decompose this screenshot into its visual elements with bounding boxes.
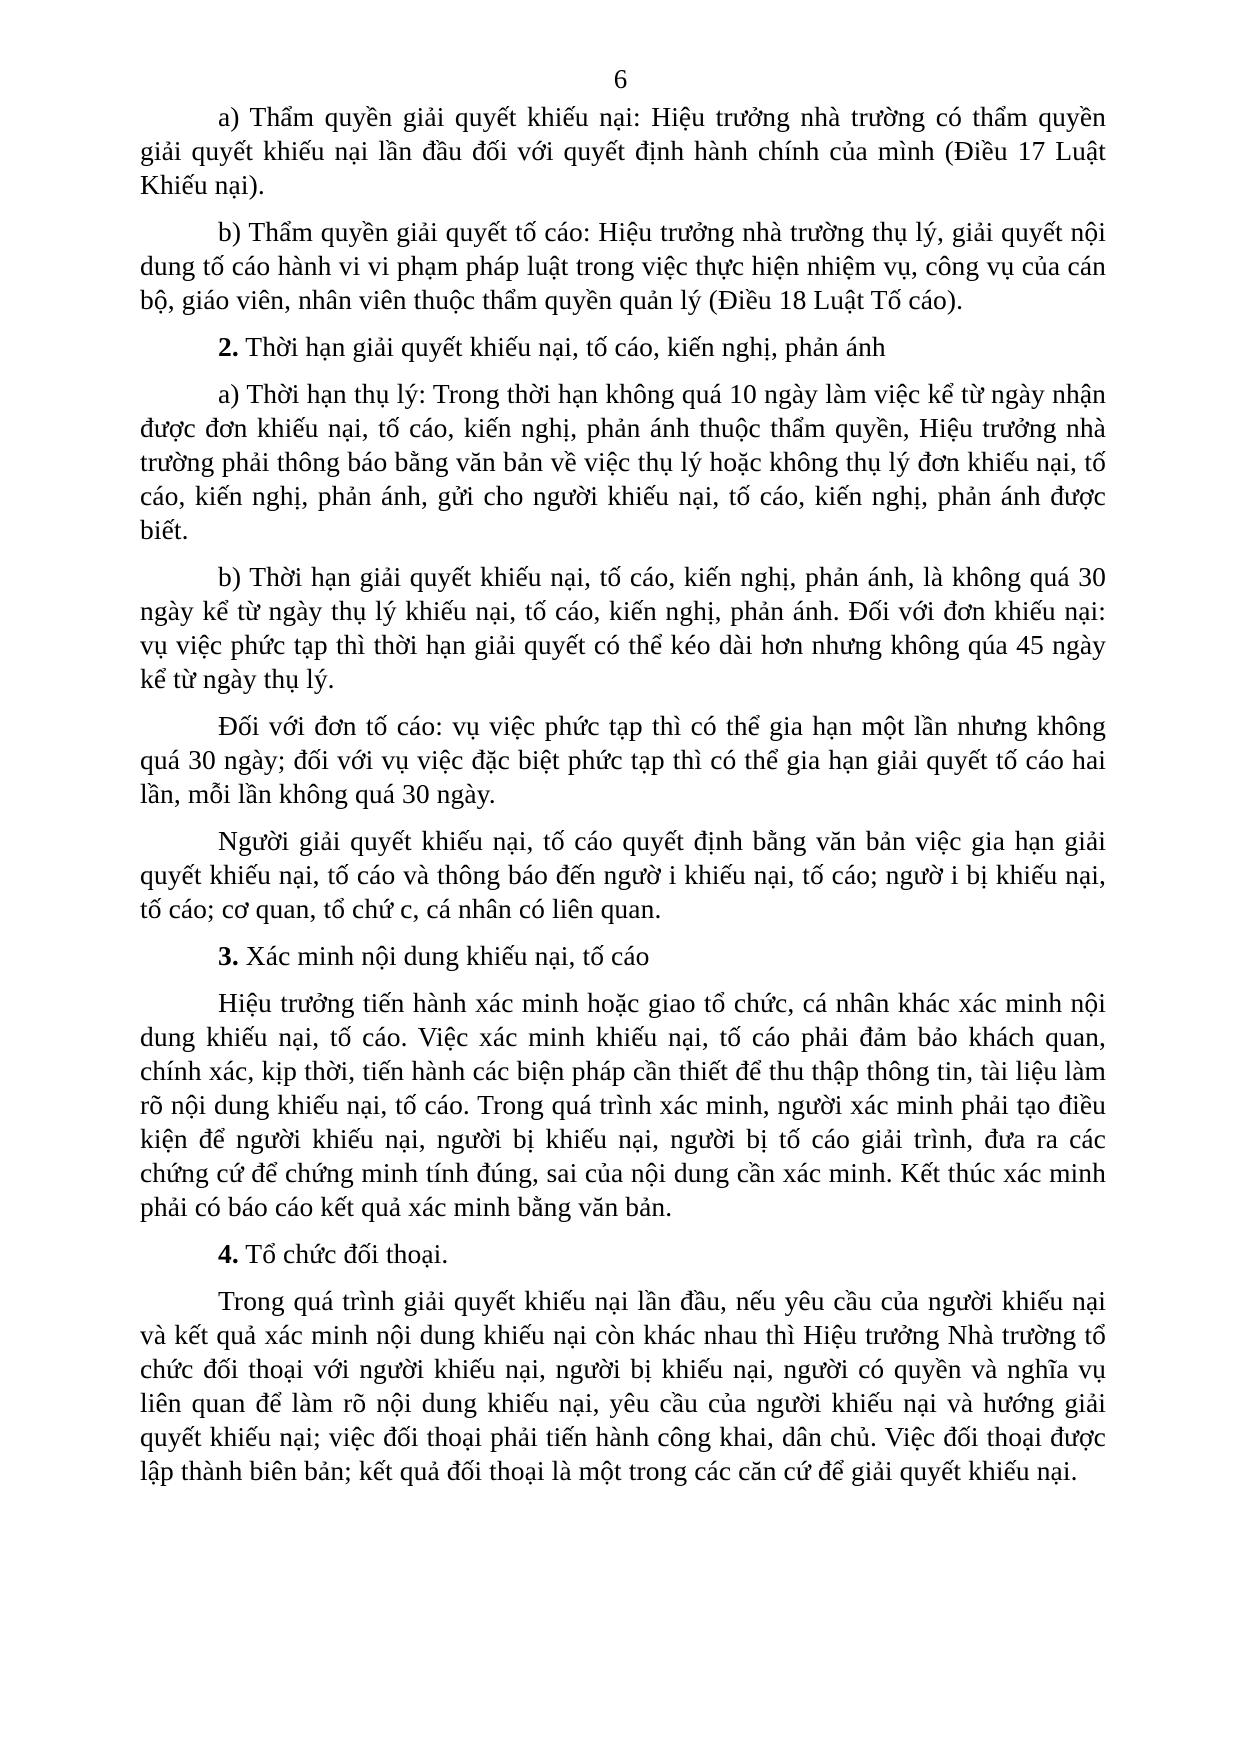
paragraph: Trong quá trình giải quyết khiếu nại lần đầu, nếu yêu cầu của người khiếu nại và kết quả xác minh nội dung khiếu nại còn khác nhau thì Hiệu trưởng Nhà trường tổ chức đối thoại với người khiếu nại, người bị khiếu nại, người có quyền và nghĩa vụ liên quan để làm rõ nội dung khiếu nại, yêu cầu của người khiếu nại và hướng giải quyết khiếu nại; việc đối thoại phải tiến hành công khai, dân chủ. Việc đối thoại được lập thành biên bản; kết quả đối thoại là một trong các căn cứ để giải quyết khiếu nại. xyxy=(140,1285,1106,1486)
paragraph: b) Thời hạn giải quyết khiếu nại, tố cáo, kiến nghị, phản ánh, là không quá 30 ngày kể từ ngày thụ lý khiếu nại, tố cáo, kiến nghị, phản ánh. Đối với đơn khiếu nại: vụ việc phức tạp thì thời hạn giải quyết có thể kéo dài hơn nhưng không qúa 45 ngày kể từ ngày thụ lý. xyxy=(140,561,1106,694)
paragraph: Hiệu trưởng tiến hành xác minh hoặc giao tổ chức, cá nhân khác xác minh nội dung khiếu nại, tố cáo. Việc xác minh khiếu nại, tố cáo phải đảm bảo khách quan, chính xác, kịp thời, tiến hành các biện pháp cần thiết để thu thập thông tin, tài liệu làm rõ nội dung khiếu nại, tố cáo. Trong quá trình xác minh, người xác minh phải tạo điều kiện để người khiếu nại, người bị khiếu nại, người bị tố cáo giải trình, đưa ra các chứng cứ để chứng minh tính đúng, sai của nội dung cần xác minh. Kết thúc xác minh phải có báo cáo kết quả xác minh bằng văn bản. xyxy=(140,987,1106,1222)
paragraph: b) Thẩm quyền giải quyết tố cáo: Hiệu trưởng nhà trường thụ lý, giải quyết nội dung tố cáo hành vi vi phạm pháp luật trong việc thực hiện nhiệm vụ, công vụ của cán bộ, giáo viên, nhân viên thuộc thẩm quyền quản lý (Điều 18 Luật Tố cáo). xyxy=(140,216,1106,315)
document-body xyxy=(140,100,1106,1501)
section-heading: 3. Xác minh nội dung khiếu nại, tố cáo xyxy=(218,940,650,971)
paragraph: a) Thời hạn thụ lý: Trong thời hạn không quá 10 ngày làm việc kể từ ngày nhận được đơn khiếu nại, tố cáo, kiến nghị, phản ánh thuộc thẩm quyền, Hiệu trưởng nhà trường phải thông báo bằng văn bản về việc thụ lý hoặc không thụ lý đơn khiếu nại, tố cáo, kiến nghị, phản ánh, gửi cho người khiếu nại, tố cáo, kiến nghị, phản ánh được biết. xyxy=(140,378,1106,545)
section-number: 4. xyxy=(218,1238,239,1269)
page-number: 6 xyxy=(613,64,628,94)
paragraph: Người giải quyết khiếu nại, tố cáo quyết định bằng văn bản việc gia hạn giải quyết khiếu nại, tố cáo và thông báo đến ngườ i khiếu nại, tố cáo; ngườ i bị khiếu nại, tố cáo; cơ quan, tổ chứ c, cá nhân có liên quan. xyxy=(140,825,1106,924)
section-heading: 2. Thời hạn giải quyết khiếu nại, tố cáo, kiến nghị, phản ánh xyxy=(218,331,886,362)
section-number: 2. xyxy=(218,331,239,362)
paragraph: Đối với đơn tố cáo: vụ việc phức tạp thì có thể gia hạn một lần nhưng không quá 30 ngày; đối với vụ việc đặc biệt phức tạp thì có thể gia hạn giải quyết tố cáo hai lần, mỗi lần không quá 30 ngày. xyxy=(140,710,1106,809)
paragraph: a) Thẩm quyền giải quyết khiếu nại: Hiệu trưởng nhà trường có thẩm quyền giải quyết khiếu nại lần đầu đối với quyết định hành chính của mình (Điều 17 Luật Khiếu nại). xyxy=(140,101,1106,200)
section-number: 3. xyxy=(218,940,239,971)
section-heading: 4. Tổ chức đối thoại. xyxy=(218,1238,449,1269)
